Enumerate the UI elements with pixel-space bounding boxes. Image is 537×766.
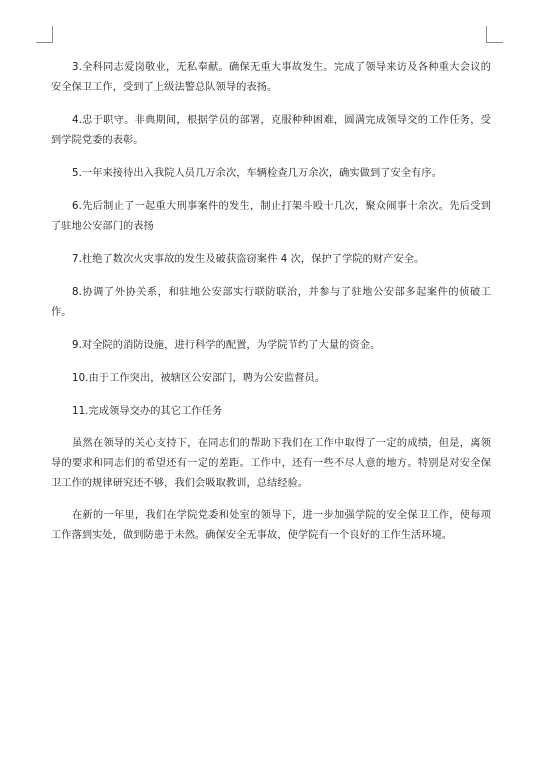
document-body: [51, 58, 491, 546]
paragraph-item-6: 6.先后制止了一起重大刑事案件的发生，制止打架斗殴十几次，聚众闹事十余次。先后受到了驻地公安部门的表扬: [51, 201, 491, 232]
paragraph-outlook: 在新的一年里，我们在学院党委和处室的领导下，进一步加强学院的安全保卫工作，使每项工作落到实处，做到防患于未然。确保安全无事故，使学院有一个良好的工作生活环境。: [51, 510, 491, 541]
top-left-margin-marker: [36, 26, 53, 43]
paragraph-item-3: 3.全科同志爱岗敬业，无私奉献。确保无重大事故发生。完成了领导来访及各种重大会议的安全保卫工作，受到了上级法警总队领导的表扬。: [51, 62, 491, 93]
paragraph-item-5: 5.一年来接待出入我院人员几万余次，车辆检查几万余次，确实做到了安全有序。: [72, 168, 442, 179]
top-right-margin-marker: [486, 26, 503, 43]
paragraph-item-11: 11.完成领导交办的其它工作任务: [72, 406, 223, 417]
paragraph-summary: 虽然在领导的关心支持下，在同志们的帮助下我们在工作中取得了一定的成绩，但是，离领导的要求和同志们的希望还有一定的差距。工作中，还有一些不尽人意的地方。特别是对安全保卫工作的规律研究还不够，我们会吸取教训，总结经验。: [51, 438, 491, 489]
paragraph-item-10: 10.由于工作突出，被辖区公安部门，聘为公安监督员。: [72, 373, 326, 384]
paragraph-item-8: 8.协调了外协关系，和驻地公安部实行联防联治，并参与了驻地公安部多起案件的侦破工作。: [51, 287, 491, 318]
paragraph-item-9: 9.对全院的消防设施，进行科学的配置，为学院节约了大量的资金。: [72, 340, 381, 351]
paragraph-item-4: 4.忠于职守。非典期间，根据学员的部署，克服种种困难，圆满完成领导交的工作任务，受到学院党委的表彰。: [51, 115, 491, 146]
paragraph-item-7: 7.杜绝了数次火灾事故的发生及破获盗窃案件 4 次，保护了学院的财产安全。: [72, 254, 425, 265]
